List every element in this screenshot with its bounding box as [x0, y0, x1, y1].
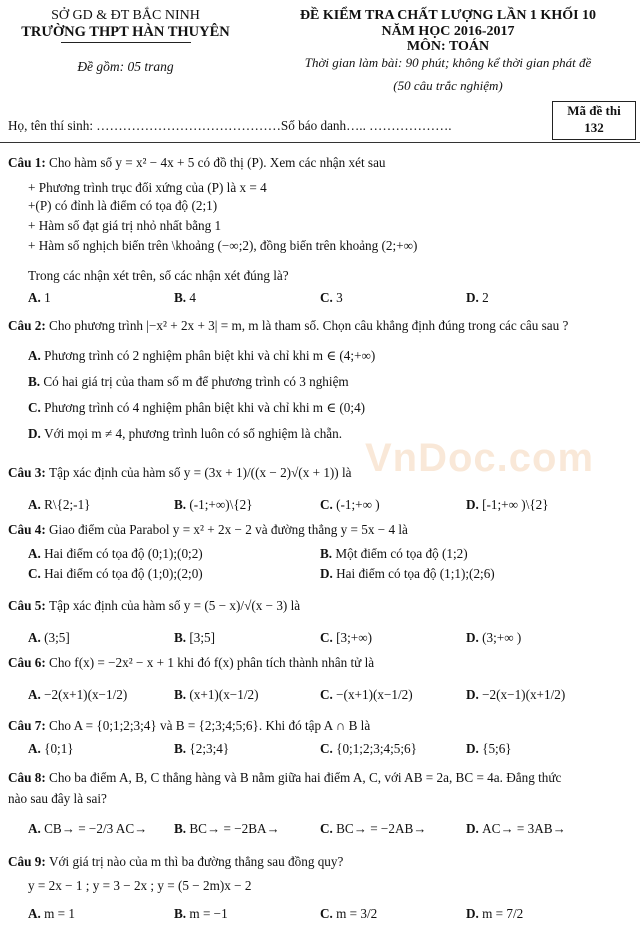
option-text: CB→ = −2/3 AC→	[44, 821, 148, 836]
question-text: Với giá trị nào của m thì ba đường thẳng sau đồng quy?	[49, 854, 344, 869]
option-text: {2;3;4}	[189, 741, 230, 756]
question-line	[28, 238, 417, 254]
option-text: 4	[189, 290, 196, 305]
option-letter: D.	[320, 566, 337, 581]
option-letter: A.	[28, 906, 45, 921]
school-name: TRƯỜNG THPT HÀN THUYÊN	[21, 24, 230, 40]
option-letter: A.	[28, 348, 45, 363]
option-letter: C.	[28, 400, 45, 415]
option-letter: B.	[174, 290, 190, 305]
option-text: Hai điểm có tọa độ (0;1);(0;2)	[44, 546, 203, 561]
department-name: SỞ GD & ĐT BẮC NINH	[51, 8, 200, 23]
option-text: m = 7/2	[482, 906, 524, 921]
question-stem	[8, 598, 300, 614]
option-letter: D.	[466, 630, 483, 645]
option-text: Với mọi m ≠ 4, phương trình luôn có số nghiệm là chẵn.	[44, 426, 343, 441]
option-text: Một điểm có tọa độ (1;2)	[335, 546, 468, 561]
header-divider	[0, 142, 640, 143]
option-text: {0;1;2;3;4;5;6}	[336, 741, 417, 756]
option-letter: A.	[28, 546, 45, 561]
answer-option-b[interactable]	[174, 497, 253, 513]
option-text: −2(x−1)(x+1/2)	[482, 687, 566, 702]
option-letter: C.	[320, 741, 337, 756]
answer-option-d[interactable]	[28, 426, 342, 442]
option-text: Phương trình có 4 nghiệm phân biệt khi và chỉ khi m ∈ (0;4)	[44, 400, 366, 415]
option-text: {5;6}	[482, 741, 512, 756]
answer-option-a[interactable]	[28, 687, 127, 703]
option-letter: D.	[466, 497, 483, 512]
answer-option-b[interactable]	[174, 821, 280, 837]
answer-option-a[interactable]	[28, 497, 91, 513]
option-text: (x+1)(x−1/2)	[189, 687, 259, 702]
question-text: +(P) có đỉnh là điểm có tọa độ (2;1)	[28, 198, 218, 213]
option-letter: B.	[174, 821, 190, 836]
option-text: Hai điểm có tọa độ (1;1);(2;6)	[336, 566, 495, 581]
option-letter: D.	[466, 687, 483, 702]
answer-option-d[interactable]	[320, 566, 495, 582]
option-text: Hai điểm có tọa độ (1;0);(2;0)	[44, 566, 203, 581]
answer-option-a[interactable]	[28, 546, 203, 562]
answer-option-b[interactable]	[174, 290, 196, 306]
question-line	[8, 791, 107, 807]
question-line	[28, 218, 221, 234]
question-label: Câu 8:	[8, 770, 50, 785]
question-text: Cho A = {0;1;2;3;4} và B = {2;3;4;5;6}. Khi đó tập A ∩ B là	[49, 718, 371, 733]
option-text: [3;5]	[189, 630, 216, 645]
question-text: Cho f(x) = −2x² − x + 1 khi đó f(x) phân tích thành nhân tử là	[49, 655, 375, 670]
option-text: (3;+∞ )	[482, 630, 522, 645]
option-letter: D.	[466, 821, 483, 836]
question-label: Câu 9:	[8, 854, 50, 869]
option-letter: B.	[320, 546, 336, 561]
exam-title: ĐỀ KIỂM TRA CHẤT LƯỢNG LẦN 1 KHỐI 10	[299, 8, 597, 23]
answer-option-b[interactable]	[174, 741, 229, 757]
answer-option-c[interactable]	[320, 906, 377, 922]
question-stem	[8, 522, 408, 538]
answer-option-a[interactable]	[28, 741, 74, 757]
exam-code: 132	[584, 120, 604, 135]
option-text: Phương trình có 2 nghiệm phân biệt khi và chỉ khi m ∈ (4;+∞)	[44, 348, 376, 363]
question-text: Tập xác định của hàm số y = (5 − x)/√(x − 3) là	[49, 598, 301, 613]
option-text: AC→ = 3AB→	[482, 821, 566, 836]
question-text: nào sau đây là sai?	[8, 791, 107, 806]
question-text: Giao điểm của Parabol y = x² + 2x − 2 và đường thẳng y = 5x − 4 là	[49, 522, 408, 537]
answer-option-d[interactable]	[466, 741, 512, 757]
option-letter: A.	[28, 290, 45, 305]
exam-code-label: Mã đề thi	[567, 103, 621, 118]
option-text: BC→ = −2BA→	[189, 821, 280, 836]
question-count: (50 câu trắc nghiệm)	[393, 78, 503, 93]
option-letter: D.	[466, 741, 483, 756]
question-label: Câu 1:	[8, 155, 50, 170]
option-letter: A.	[28, 630, 45, 645]
option-letter: A.	[28, 741, 45, 756]
question-stem	[8, 655, 374, 671]
option-letter: C.	[320, 497, 337, 512]
page-count: Đề gồm: 05 trang	[77, 59, 174, 74]
option-text: BC→ = −2AB→	[336, 821, 427, 836]
option-letter: C.	[28, 566, 45, 581]
answer-option-c[interactable]	[28, 566, 203, 582]
answer-option-c[interactable]	[320, 741, 417, 757]
answer-option-c[interactable]	[320, 687, 413, 703]
question-stem	[8, 854, 343, 870]
option-letter: B.	[174, 630, 190, 645]
option-letter: C.	[320, 906, 337, 921]
option-letter: B.	[174, 687, 190, 702]
option-letter: C.	[320, 290, 337, 305]
option-letter: B.	[174, 497, 190, 512]
question-line	[28, 878, 252, 894]
question-stem	[8, 318, 568, 334]
answer-option-c[interactable]	[28, 400, 365, 416]
option-text: m = 3/2	[336, 906, 378, 921]
answer-option-a[interactable]	[28, 821, 147, 837]
option-text: 2	[482, 290, 489, 305]
answer-option-b[interactable]	[174, 906, 228, 922]
question-stem	[8, 155, 386, 171]
question-line	[28, 268, 289, 284]
question-text: Trong các nhận xét trên, số các nhận xét đúng là?	[28, 268, 289, 283]
exam-header	[262, 8, 634, 94]
answer-option-c[interactable]	[320, 630, 372, 646]
question-label: Câu 2:	[8, 318, 50, 333]
school-header	[8, 8, 243, 75]
option-text: (-1;+∞ )	[336, 497, 380, 512]
question-stem	[8, 770, 561, 786]
header-underline	[61, 42, 191, 43]
option-text: {0;1}	[44, 741, 74, 756]
answer-option-b[interactable]	[174, 687, 258, 703]
question-line	[28, 180, 267, 196]
option-letter: D.	[466, 906, 483, 921]
option-text: (3;5]	[44, 630, 70, 645]
answer-option-d[interactable]	[466, 821, 566, 837]
answer-option-a[interactable]	[28, 630, 70, 646]
exam-code-box	[552, 101, 636, 140]
answer-option-c[interactable]	[320, 290, 343, 306]
time-limit: Thời gian làm bài: 90 phút; không kể thời gian phát đề	[304, 54, 592, 70]
option-letter: C.	[320, 687, 337, 702]
option-letter: A.	[28, 497, 45, 512]
option-letter: B.	[28, 374, 44, 389]
option-text: −2(x+1)(x−1/2)	[44, 687, 128, 702]
answer-option-b[interactable]	[320, 546, 468, 562]
question-text: + Hàm số đạt giá trị nhỏ nhất bằng 1	[28, 218, 222, 233]
question-text: y = 2x − 1 ; y = 3 − 2x ; y = (5 − 2m)x − 2	[28, 878, 252, 893]
question-text: Tập xác định của hàm số y = (3x + 1)/((x − 2)√(x + 1)) là	[49, 465, 352, 480]
option-letter: A.	[28, 821, 45, 836]
option-text: m = 1	[44, 906, 76, 921]
question-text: Cho phương trình |−x² + 2x + 3| = m, m là tham số. Chọn câu khẳng định đúng trong các câu sau ?	[49, 318, 569, 333]
question-label: Câu 3:	[8, 465, 50, 480]
school-year: NĂM HỌC 2016-2017	[381, 23, 515, 39]
option-text: R\{2;-1}	[44, 497, 91, 512]
answer-option-a[interactable]	[28, 290, 51, 306]
option-text: 1	[44, 290, 51, 305]
option-letter: D.	[28, 426, 45, 441]
student-info-line: Họ, tên thí sinh: ……………………………………Số báo danh….. ……………….	[8, 118, 452, 133]
answer-option-d[interactable]	[466, 687, 565, 703]
answer-option-b[interactable]	[174, 630, 215, 646]
option-text: −(x+1)(x−1/2)	[336, 687, 413, 702]
option-letter: D.	[466, 290, 483, 305]
answer-option-a[interactable]	[28, 906, 75, 922]
answer-option-c[interactable]	[320, 497, 380, 513]
answer-option-a[interactable]	[28, 348, 375, 364]
question-label: Câu 4:	[8, 522, 50, 537]
option-letter: C.	[320, 821, 337, 836]
question-stem	[8, 465, 352, 481]
option-text: [-1;+∞ )\{2}	[482, 497, 549, 512]
option-letter: C.	[320, 630, 337, 645]
option-text: [3;+∞)	[336, 630, 373, 645]
option-text: 3	[336, 290, 343, 305]
question-line	[28, 198, 217, 214]
question-label: Câu 6:	[8, 655, 50, 670]
question-text: Cho ba điểm A, B, C thẳng hàng và B nằm giữa hai điểm A, C, với AB = 2a, BC = 4a. Đẳng thức	[49, 770, 562, 785]
answer-option-d[interactable]	[466, 906, 523, 922]
option-text: Có hai giá trị của tham số m để phương trình có 3 nghiệm	[43, 374, 349, 389]
subject: MÔN: TOÁN	[406, 39, 490, 54]
watermark-logo: VnDoc.com	[365, 436, 595, 480]
question-label: Câu 5:	[8, 598, 50, 613]
answer-option-b[interactable]	[28, 374, 349, 390]
option-text: m = −1	[189, 906, 228, 921]
option-letter: B.	[174, 741, 190, 756]
answer-option-d[interactable]	[466, 497, 549, 513]
question-label: Câu 7:	[8, 718, 50, 733]
question-text: Cho hàm số y = x² − 4x + 5 có đồ thị (P). Xem các nhận xét sau	[49, 155, 386, 170]
option-text: (-1;+∞)\{2}	[189, 497, 253, 512]
answer-option-d[interactable]	[466, 630, 521, 646]
option-letter: A.	[28, 687, 45, 702]
answer-option-d[interactable]	[466, 290, 489, 306]
question-stem	[8, 718, 370, 734]
question-text: + Hàm số nghịch biến trên \khoảng (−∞;2), đồng biến trên khoảng (2;+∞)	[28, 238, 418, 253]
answer-option-c[interactable]	[320, 821, 426, 837]
question-text: + Phương trình trục đối xứng của (P) là x = 4	[28, 180, 267, 195]
option-letter: B.	[174, 906, 190, 921]
